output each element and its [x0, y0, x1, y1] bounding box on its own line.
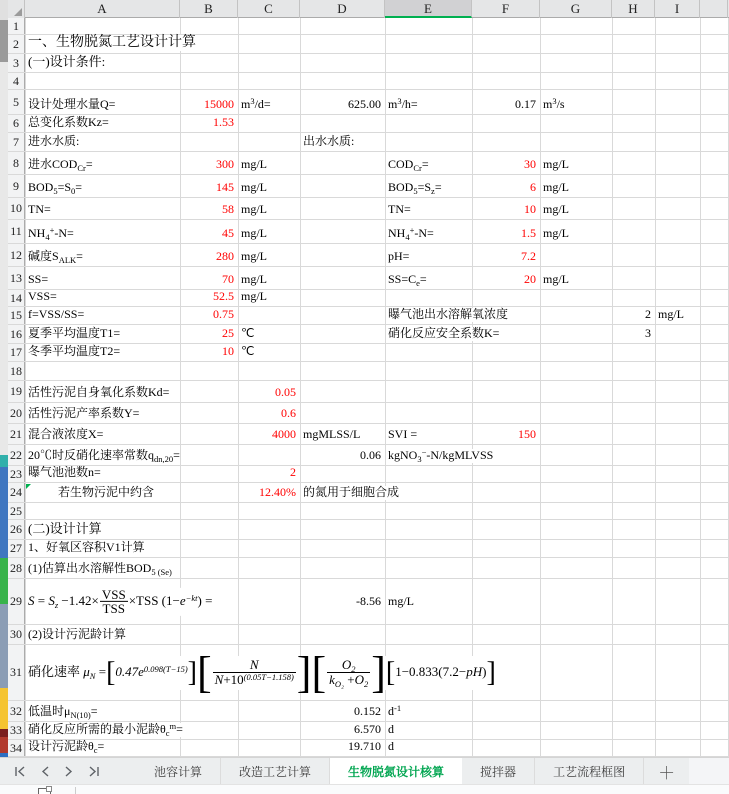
row-header-9[interactable]: 9 — [8, 175, 25, 197]
cell-F8[interactable]: 30 — [473, 158, 536, 172]
sheet-row-21 — [8, 424, 729, 445]
sheet-row-6 — [8, 115, 729, 133]
cell-A16[interactable]: 夏季平均温度T1= — [28, 326, 121, 341]
sheet-row-12 — [8, 244, 729, 267]
cell-A32[interactable]: 低温时$\mu_{N(10)}=$ — [28, 704, 98, 721]
row-header-7[interactable]: 7 — [8, 133, 25, 151]
add-sheet-button[interactable]: ＋ — [658, 763, 676, 783]
cell-B10[interactable]: 58 — [181, 203, 234, 217]
next-sheet-icon[interactable] — [64, 766, 73, 777]
cell-D22[interactable]: 0.06 — [301, 449, 381, 463]
sheet-tab-4[interactable]: 搅拌器 — [462, 758, 535, 784]
sheet-row-2 — [8, 35, 729, 54]
sheet-row-26 — [8, 520, 729, 540]
cell-C11[interactable]: mg/L — [241, 226, 267, 241]
cell-D5[interactable]: 625.00 — [301, 98, 381, 112]
prev-sheet-icon[interactable] — [41, 766, 50, 777]
cell-C13[interactable]: mg/L — [241, 272, 267, 287]
cell-C14[interactable]: mg/L — [241, 289, 267, 304]
cell-E8[interactable]: $COD_{Cr}=$ — [388, 157, 429, 174]
status-divider — [75, 787, 76, 794]
cell-A8[interactable]: 进水$COD_{Cr}=$ — [28, 157, 93, 174]
cell-C20[interactable]: 0.6 — [239, 407, 296, 421]
sheet-row-14 — [8, 290, 729, 307]
sheet-row-19 — [8, 381, 729, 403]
cell-E32[interactable]: $d^{-1}$ — [388, 703, 402, 719]
cell-A3[interactable]: (一)设计条件: — [28, 54, 106, 70]
cell-F13[interactable]: 20 — [473, 273, 536, 287]
row-header-20[interactable]: 20 — [8, 403, 25, 423]
row-header-5[interactable]: 5 — [8, 90, 25, 114]
cell-E10[interactable]: TN= — [388, 202, 411, 217]
first-sheet-icon[interactable] — [14, 766, 27, 777]
row-header-21[interactable]: 21 — [8, 424, 25, 444]
sheet-row-10 — [8, 198, 729, 220]
row-header-3[interactable]: 3 — [8, 54, 25, 72]
cell-B8[interactable]: 300 — [181, 158, 234, 172]
sheet-row-4 — [8, 73, 729, 90]
row-header-18[interactable]: 18 — [8, 362, 25, 380]
row-header-12[interactable]: 12 — [8, 244, 25, 266]
cell-A6[interactable]: 总变化系数Kz= — [28, 115, 109, 130]
cell-E5[interactable]: $m^3/h=$ — [388, 96, 418, 112]
cell-E34[interactable]: d — [388, 739, 394, 754]
cell-F10[interactable]: 10 — [473, 203, 536, 217]
cell-B16[interactable]: 25 — [181, 327, 234, 341]
cell-grid — [8, 18, 729, 757]
cell-C17[interactable]: ℃ — [241, 344, 255, 359]
cell-A34[interactable]: 设计污泥龄$\theta_c=$ — [28, 739, 105, 756]
sheet-row-24 — [8, 483, 729, 503]
sheet-tab-3[interactable]: 生物脱氮设计核算 — [330, 758, 462, 784]
row-header-4[interactable]: 4 — [8, 73, 25, 89]
cell-A5[interactable]: 设计处理水量Q= — [28, 97, 116, 112]
cell-B12[interactable]: 280 — [181, 250, 234, 264]
sheet-row-8 — [8, 152, 729, 175]
sheet-row-11 — [8, 220, 729, 244]
cell-A27[interactable]: 1、好氧区容积V1计算 — [28, 540, 145, 555]
sheet-row-1 — [8, 18, 729, 35]
row-header-2[interactable]: 2 — [8, 35, 25, 53]
cell-G8[interactable]: mg/L — [543, 157, 569, 172]
row-header-16[interactable]: 16 — [8, 325, 25, 343]
cell-A19[interactable]: 活性污泥自身氧化系数Kd= — [28, 385, 170, 400]
col-header-E[interactable]: E — [385, 0, 472, 18]
row-header-23[interactable]: 23 — [8, 466, 25, 482]
sheet-row-22 — [8, 445, 729, 466]
sheet-row-23 — [8, 466, 729, 483]
col-header-D[interactable]: D — [300, 0, 385, 18]
sheet-row-28 — [8, 558, 729, 579]
sheet-row-15 — [8, 307, 729, 325]
cell-I15[interactable]: mg/L — [658, 307, 684, 322]
cell-C10[interactable]: mg/L — [241, 202, 267, 217]
cell-G10[interactable]: mg/L — [543, 202, 569, 217]
cell-A20[interactable]: 活性污泥产率系数Y= — [28, 406, 140, 421]
cell-C21[interactable]: 4000 — [239, 428, 296, 442]
cell-A29[interactable]: $S = S_z -1.42\times$ $\frac{\text{VSS}}{\text{TSS}}$ ×TSS $(1-e^{-kt})$ = — [28, 586, 213, 616]
col-header-I[interactable]: I — [655, 0, 700, 18]
sheet-row-5 — [8, 90, 729, 115]
row-header-13[interactable]: 13 — [8, 267, 25, 289]
cell-E33[interactable]: d — [388, 722, 394, 737]
cell-G9[interactable]: mg/L — [543, 180, 569, 195]
cell-E29[interactable]: mg/L — [388, 593, 414, 608]
row-header-22[interactable]: 22 — [8, 445, 25, 465]
row-header-29[interactable]: 29 — [8, 579, 25, 624]
cell-A2[interactable]: 一、生物脱氮工艺设计计算 — [28, 34, 196, 50]
cell-A10[interactable]: TN= — [28, 202, 51, 217]
cell-B11[interactable]: 45 — [181, 227, 234, 241]
cell-C19[interactable]: 0.05 — [239, 386, 296, 400]
cell-C23[interactable]: 2 — [239, 466, 296, 480]
sheet-row-3 — [8, 54, 729, 73]
cell-E21[interactable]: SVI = — [388, 427, 418, 442]
cell-D29[interactable]: -8.56 — [301, 595, 381, 609]
sheet-row-34 — [8, 740, 729, 757]
cell-D7[interactable]: 出水水质: — [303, 134, 355, 149]
cell-C8[interactable]: mg/L — [241, 157, 267, 172]
cell-A12[interactable]: 碱度$S_{ALK}=$ — [28, 249, 83, 266]
col-header-G[interactable]: G — [540, 0, 612, 18]
cell-A30[interactable]: (2)设计污泥龄计算 — [28, 627, 126, 642]
cell-E12[interactable]: pH= — [388, 249, 410, 264]
cell-A14[interactable]: VSS= — [28, 289, 57, 304]
row-header-10[interactable]: 10 — [8, 198, 25, 219]
sheet-row-17 — [8, 344, 729, 362]
worksheet — [8, 0, 729, 757]
cell-A11[interactable]: $NH_4^+-N=$ — [28, 225, 74, 243]
cell-A21[interactable]: 混合液浓度X= — [28, 427, 104, 442]
cell-D34[interactable]: 19.710 — [301, 740, 381, 754]
cell-B6[interactable]: 1.53 — [181, 116, 234, 130]
sheet-row-31 — [8, 645, 729, 701]
cell-E16[interactable]: 硝化反应安全系数K= — [388, 326, 500, 341]
sheet-tab-5[interactable]: 工艺流程框图 — [535, 758, 644, 784]
cell-A33[interactable]: 硝化反应所需的最小泥龄$\theta_c^m=$ — [28, 721, 183, 739]
cell-D24[interactable]: 的氮用于细胞合成 — [303, 485, 400, 500]
cell-D32[interactable]: 0.152 — [301, 705, 381, 719]
row-header-15[interactable]: 15 — [8, 307, 25, 324]
cell-C16[interactable]: ℃ — [241, 326, 255, 341]
cell-B15[interactable]: 0.75 — [181, 308, 234, 322]
cell-D21[interactable]: mgMLSS/L — [303, 427, 361, 442]
cell-A24[interactable]: 若生物污泥中约含 — [58, 485, 155, 500]
cell-B9[interactable]: 145 — [181, 181, 234, 195]
tab-bar-filler — [689, 758, 729, 784]
cell-B14[interactable]: 52.5 — [181, 290, 234, 304]
cell-A26[interactable]: (二)设计计算 — [28, 521, 102, 537]
row-header-1[interactable]: 1 — [8, 18, 25, 34]
cell-E22[interactable]: kgNO$_3$−-N/kgMLVSS — [388, 447, 494, 465]
cell-E15[interactable]: 曝气池出水溶解氧浓度 — [388, 307, 509, 322]
row-header-32[interactable]: 32 — [8, 701, 25, 721]
sheet-row-32 — [8, 701, 729, 722]
cell-B13[interactable]: 70 — [181, 273, 234, 287]
cell-F21[interactable]: 150 — [473, 428, 536, 442]
row-header-33[interactable]: 33 — [8, 722, 25, 739]
row-header-19[interactable]: 19 — [8, 381, 25, 402]
row-header-6[interactable]: 6 — [8, 115, 25, 132]
row-header-14[interactable]: 14 — [8, 290, 25, 306]
cell-A23[interactable]: 曝气池池数n= — [28, 465, 101, 480]
row-header-31[interactable]: 31 — [8, 645, 25, 700]
cell-C24[interactable]: 12.40% — [239, 486, 296, 500]
sheet-row-9 — [8, 175, 729, 198]
cell-A22[interactable]: 20℃时反硝化速率常数$q_{dn,20}=$ — [28, 448, 180, 465]
cell-A28[interactable]: (1)估算出水溶解性$BOD_5$ $_{(Se)}$ — [28, 561, 172, 578]
column-header-row — [8, 0, 729, 18]
cell-A9[interactable]: $BOD_5=S_0=$ — [28, 180, 83, 197]
row-header-30[interactable]: 30 — [8, 625, 25, 644]
row-header-34[interactable]: 34 — [8, 740, 25, 756]
background-window-sliver — [0, 0, 8, 794]
cell-C5[interactable]: $m^3/d=$ — [241, 96, 271, 112]
cell-H16[interactable]: 3 — [613, 327, 651, 341]
cell-C12[interactable]: mg/L — [241, 249, 267, 264]
cell-A7[interactable]: 进水水质: — [28, 134, 80, 149]
col-header-C[interactable]: C — [238, 0, 300, 18]
sheet-tab-2[interactable]: 改造工艺计算 — [221, 758, 330, 784]
sheet-tab-bar — [0, 757, 729, 784]
cell-G11[interactable]: mg/L — [543, 226, 569, 241]
cell-A13[interactable]: SS= — [28, 272, 49, 287]
sheet-row-33 — [8, 722, 729, 740]
cell-B5[interactable]: 15000 — [181, 98, 234, 112]
cell-H15[interactable]: 2 — [613, 308, 651, 322]
cell-A17[interactable]: 冬季平均温度T2= — [28, 344, 121, 359]
cell-C9[interactable]: mg/L — [241, 180, 267, 195]
row-header-24[interactable]: 24 — [8, 483, 25, 502]
cell-A31[interactable]: 硝化速率 $\mu_N =[0.47e^{0.098(T-15)}]$[ $\frac{N}{N+10^{(0.05T-1.158)}}$ ][ $\frac{O_2}{k_{O_2} +O_2}$ ][1−0.833(7.2−pH)] — [28, 647, 496, 697]
col-header-H[interactable]: H — [612, 0, 655, 18]
sheet-row-20 — [8, 403, 729, 424]
row-header-17[interactable]: 17 — [8, 344, 25, 361]
sheet-nav-buttons — [0, 758, 110, 784]
status-bar — [0, 784, 729, 794]
cell-G5[interactable]: $m^3/s$ — [543, 96, 565, 112]
cell-F5[interactable]: 0.17 — [473, 98, 536, 112]
sheet-row-13 — [8, 267, 729, 290]
sheet-row-30 — [8, 625, 729, 645]
row-header-8[interactable]: 8 — [8, 152, 25, 174]
row-header-27[interactable]: 27 — [8, 540, 25, 557]
sheet-row-18 — [8, 362, 729, 381]
col-header-B[interactable]: B — [180, 0, 238, 18]
sheet-tab-1[interactable]: 池容计算 — [136, 758, 221, 784]
select-all-corner[interactable] — [8, 0, 25, 18]
row-header-28[interactable]: 28 — [8, 558, 25, 578]
cell-G13[interactable]: mg/L — [543, 272, 569, 287]
cell-A15[interactable]: f=VSS/SS= — [28, 307, 85, 322]
sheet-row-29 — [8, 579, 729, 625]
sheet-tabs — [136, 758, 644, 784]
cell-E9[interactable]: $BOD_5=S_z=$ — [388, 180, 442, 197]
sheet-row-16 — [8, 325, 729, 344]
col-header-F[interactable]: F — [472, 0, 540, 18]
cell-D33[interactable]: 6.570 — [301, 723, 381, 737]
sheet-row-25 — [8, 503, 729, 520]
cell-F11[interactable]: 1.5 — [473, 227, 536, 241]
last-sheet-icon[interactable] — [87, 766, 100, 777]
sheet-row-7 — [8, 133, 729, 152]
row-header-25[interactable]: 25 — [8, 503, 25, 519]
normal-view-icon[interactable] — [38, 788, 51, 794]
row-header-26[interactable]: 26 — [8, 520, 25, 539]
col-header-partial[interactable] — [700, 0, 728, 18]
sheet-row-27 — [8, 540, 729, 558]
col-header-A[interactable]: A — [25, 0, 180, 18]
row-header-11[interactable]: 11 — [8, 220, 25, 243]
cell-B17[interactable]: 10 — [181, 345, 234, 359]
cell-F9[interactable]: 6 — [473, 181, 536, 195]
cell-E13[interactable]: $SS=C_e=$ — [388, 272, 427, 289]
cell-E11[interactable]: $NH_4^+-N=$ — [388, 225, 434, 243]
cell-F12[interactable]: 7.2 — [473, 250, 536, 264]
cell-flag-triangle — [26, 484, 31, 489]
